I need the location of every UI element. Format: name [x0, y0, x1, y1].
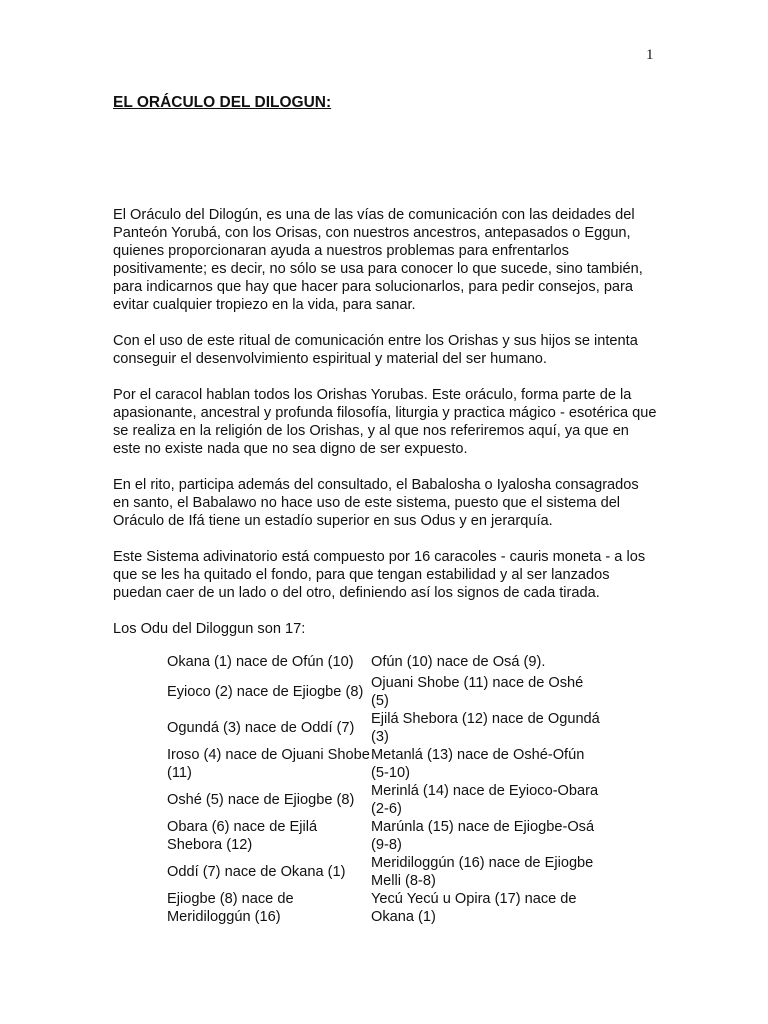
table-row: [167, 782, 601, 818]
table-row: [167, 746, 601, 782]
table-row: [167, 818, 601, 854]
paragraph-odu-intro: Los Odu del Diloggun son 17:: [113, 621, 306, 637]
table-cell: Ogundá (3) nace de Oddí (7): [167, 720, 355, 736]
paragraph-intro: El Oráculo del Dilogún, es una de las vías de comunicación con las deidades del Panteón Yorubá, con los Orisas, con nuestros ancestros, antepasados o Eggun, quienes proporcionaran ayuda a nuestros problemas para enfrentarlos positivamente; es decir, no sólo se usa para conocer lo que sucede, sino también, para indicarnos que hay que hacer para solucionarlos, para pedir consejos, para evitar cualquier tropiezo en la vida, para sanar.: [113, 207, 643, 313]
table-cell: Yecú Yecú u Opira (17) nace de Okana (1): [371, 891, 577, 925]
table-cell: Oshé (5) nace de Ejiogbe (8): [167, 792, 355, 808]
table-cell: Metanlá (13) nace de Oshé-Ofún (5-10): [371, 747, 585, 781]
table-cell: Ejilá Shebora (12) nace de Ogundá (3): [371, 711, 600, 745]
table-cell: Marúnla (15) nace de Ejiogbe-Osá (9-8): [371, 819, 595, 853]
paragraph-sistema: Este Sistema adivinatorio está compuesto por 16 caracoles - cauris moneta - a los que se les ha quitado el fondo, para que tengan estabilidad y al ser lanzados puedan caer de un lado o del otro, definiendo así los signos de cada tirada.: [113, 549, 646, 601]
table-cell: Iroso (4) nace de Ojuani Shobe (11): [167, 747, 370, 781]
paragraph-rito: En el rito, participa además del consultado, el Babalosha o Iyalosha consagrados en santo, el Babalawo no hace uso de este sistema, puesto que el sistema del Oráculo de Ifá tiene un estadío superior en sus Odus y en jerarquía.: [113, 477, 639, 529]
document-body: [113, 206, 658, 638]
paragraph-ritual: Con el uso de este ritual de comunicación entre los Orishas y sus hijos se intenta conseguir el desenvolvimiento espiritual y material del ser humano.: [113, 333, 638, 367]
document-title: EL ORÁCULO DEL DILOGUN:: [113, 94, 332, 111]
table-cell: Okana (1) nace de Ofún (10): [167, 654, 354, 670]
table-cell: Ejiogbe (8) nace de Meridiloggún (16): [167, 891, 294, 925]
table-cell: Merinlá (14) nace de Eyioco-Obara (2-6): [371, 783, 599, 817]
table-row: [167, 710, 601, 746]
table-cell: Obara (6) nace de Ejilá Shebora (12): [167, 819, 318, 853]
table-row: [167, 854, 601, 890]
page-number: 1: [646, 47, 654, 63]
table-cell: Ofún (10) nace de Osá (9).: [371, 654, 546, 670]
table-row: [167, 650, 601, 674]
table-cell: Eyioco (2) nace de Ejiogbe (8): [167, 684, 364, 700]
table-cell: Meridiloggún (16) nace de Ejiogbe Melli (8-8): [371, 855, 594, 889]
odu-table: [167, 650, 601, 926]
table-row: [167, 674, 601, 710]
table-cell: Ojuani Shobe (11) nace de Oshé (5): [371, 675, 584, 709]
table-row: [167, 890, 601, 926]
paragraph-caracol: Por el caracol hablan todos los Orishas Yorubas. Este oráculo, forma parte de la apasionante, ancestral y profunda filosofía, liturgia y practica mágico - esotérica que se realiza en la religión de los Orishas, y al que nos referiremos aquí, ya que en este no existe nada que no sea digno de ser expuesto.: [113, 387, 657, 457]
table-cell: Oddí (7) nace de Okana (1): [167, 864, 346, 880]
